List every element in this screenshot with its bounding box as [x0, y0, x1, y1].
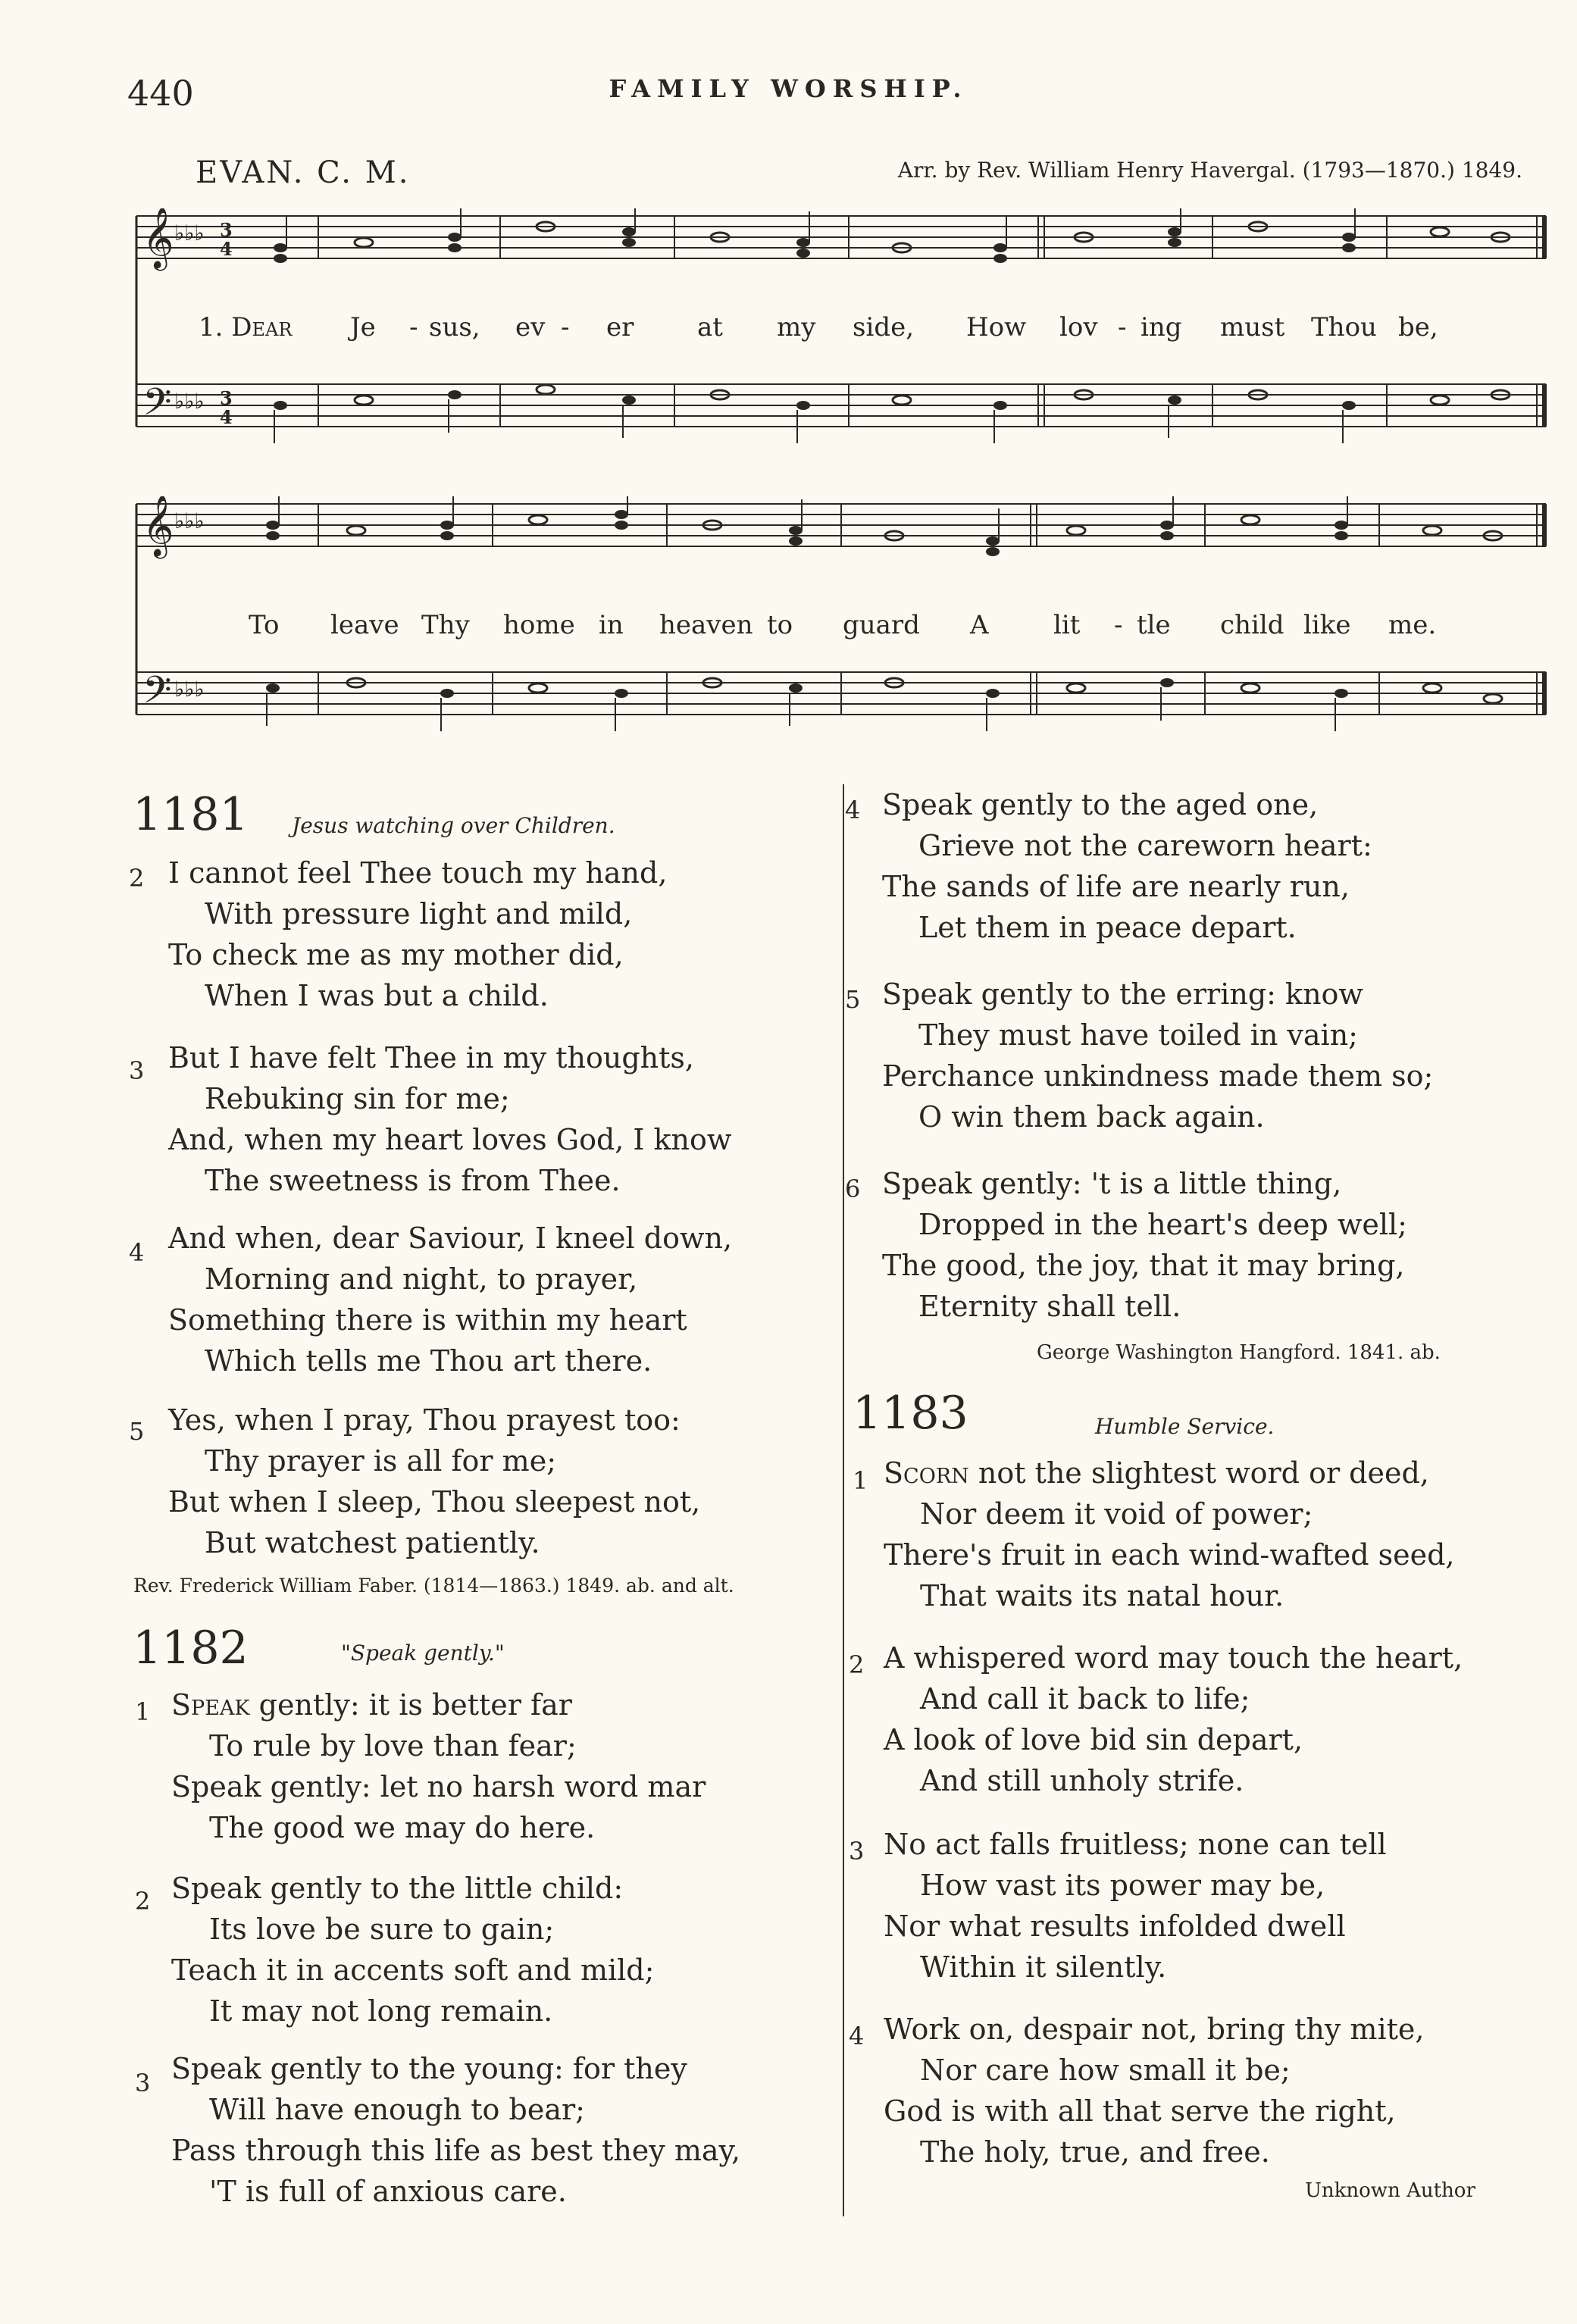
- verse-line: There's fruit in each wind-wafted seed,: [884, 1538, 1455, 1572]
- verse-line: The holy, true, and free.: [920, 2135, 1270, 2169]
- lyric-syllable: Je: [350, 312, 376, 343]
- verse-line: To check me as my mother did,: [168, 938, 624, 971]
- lyric-syllable: must: [1220, 312, 1285, 343]
- verse-line: How vast its power may be,: [920, 1869, 1325, 1902]
- hymn-number-1183: 1183: [853, 1387, 968, 1440]
- lyric-syllable: heaven: [659, 610, 753, 640]
- verse-first-word: Scorn: [884, 1456, 969, 1490]
- verse-line: Morning and night, to prayer,: [205, 1262, 638, 1296]
- verse-line-rest: not the slightest word or deed,: [968, 1456, 1429, 1490]
- verse-line: Will have enough to bear;: [209, 2093, 585, 2126]
- verse-number: 4: [845, 796, 861, 824]
- verse-line: Speak gently to the little child:: [171, 1872, 624, 1905]
- verse-first-word: Speak: [171, 1688, 250, 1722]
- verse-line: Nor care how small it be;: [920, 2053, 1291, 2087]
- tune-credit: Arr. by Rev. William Henry Havergal. (1793—1870.) 1849.: [897, 158, 1522, 183]
- verse-line: [171, 1688, 572, 1722]
- verse-line: They must have toiled in vain;: [918, 1018, 1358, 1052]
- verse-number: 5: [845, 985, 861, 1014]
- lyric-syllable: like: [1303, 610, 1351, 640]
- verse-line: Speak gently: 't is a little thing,: [882, 1167, 1342, 1200]
- verse-number: 3: [129, 1056, 145, 1085]
- verse-number: 3: [135, 2069, 151, 2097]
- verse-line: But I have felt Thee in my thoughts,: [168, 1041, 694, 1074]
- verse-line: Dropped in the heart's deep well;: [918, 1208, 1407, 1241]
- verse-line: Speak gently to the aged one,: [882, 788, 1319, 821]
- verse-line: The good we may do here.: [209, 1811, 596, 1844]
- lyric-syllable: ing: [1141, 312, 1182, 343]
- verse-line: Nor what results infolded dwell: [884, 1910, 1346, 1943]
- lyric-syllable: to: [767, 610, 793, 640]
- lyric-syllable: sus,: [429, 312, 480, 343]
- verse-line: O win them back again.: [918, 1100, 1265, 1134]
- hymn-1183-attribution: Unknown Author: [1305, 2179, 1475, 2202]
- svg-text:♭♭♭: ♭♭♭: [174, 221, 205, 246]
- verse-line: God is with all that serve the right,: [884, 2094, 1396, 2128]
- verse-line: The good, the joy, that it may bring,: [882, 1249, 1405, 1282]
- verse-line: Eternity shall tell.: [918, 1290, 1181, 1323]
- verse-line: With pressure light and mild,: [205, 897, 633, 931]
- verse-line: And still unholy strife.: [920, 1764, 1244, 1797]
- verse-line: Yes, when I pray, Thou prayest too:: [168, 1403, 681, 1437]
- lyric-syllable: child: [1220, 610, 1284, 640]
- lyric-syllable: home: [503, 610, 575, 640]
- verse-number: 6: [845, 1175, 861, 1203]
- hymn-number-1182: 1182: [133, 1622, 249, 1675]
- verse-line: A whispered word may touch the heart,: [884, 1641, 1463, 1675]
- hymn-number-1181: 1181: [133, 788, 249, 841]
- lyric-syllable: me.: [1388, 610, 1437, 640]
- verse-line: But when I sleep, Thou sleepest not,: [168, 1485, 701, 1519]
- verse-line: To rule by love than fear;: [209, 1729, 577, 1763]
- verse-line: [884, 1456, 1429, 1490]
- hymn-subtitle-1181: Jesus watching over Children.: [292, 813, 615, 838]
- verse-line: When I was but a child.: [205, 979, 549, 1012]
- lyric-syllable: To: [249, 610, 280, 640]
- svg-text:♭♭♭: ♭♭♭: [174, 677, 205, 702]
- verse-line: Grieve not the careworn heart:: [918, 829, 1372, 862]
- lyric-syllable: at: [697, 312, 723, 343]
- verse-number: 3: [849, 1837, 865, 1866]
- lyric-syllable: er: [606, 312, 634, 343]
- hymn-1181-attribution: Rev. Frederick William Faber. (1814—1863.) 1849. ab. and alt.: [133, 1575, 734, 1597]
- verse-line: No act falls fruitless; none can tell: [884, 1828, 1387, 1861]
- verse-number: 2: [849, 1650, 865, 1679]
- verse-line: The sweetness is from Thee.: [205, 1164, 621, 1197]
- lyric-syllable: lov: [1059, 312, 1098, 343]
- verse-number: 5: [129, 1417, 145, 1446]
- verse-line: Speak gently to the erring: know: [882, 977, 1363, 1011]
- hymn-subtitle-1183: Humble Service.: [1095, 1414, 1275, 1439]
- lyric-syllable: Thy: [421, 610, 470, 640]
- lyric-syllable: leave: [330, 610, 399, 640]
- lyric-syllable: How: [966, 312, 1027, 343]
- svg-text:♭♭♭: ♭♭♭: [174, 508, 205, 533]
- lyric-syllable: guard: [843, 610, 920, 640]
- verse-line: Let them in peace depart.: [918, 911, 1297, 944]
- lyric-syllable: lit: [1053, 610, 1081, 640]
- svg-text:3: 3: [220, 387, 233, 409]
- svg-text:𝄢: 𝄢: [142, 380, 172, 433]
- lyric-syllable: -: [561, 312, 570, 343]
- lyric-syllable: -: [1118, 312, 1127, 343]
- lyric-syllable: ev: [515, 312, 546, 343]
- verse-line: Rebuking sin for me;: [205, 1082, 510, 1115]
- verse-number: 1: [853, 1466, 868, 1495]
- verse-line: Work on, despair not, bring thy mite,: [884, 2013, 1425, 2046]
- lyric-syllable: be,: [1398, 312, 1438, 343]
- verse-line: Teach it in accents soft and mild;: [171, 1953, 655, 1987]
- verse-line: 'T is full of anxious care.: [209, 2175, 567, 2208]
- verse-line: Thy prayer is all for me;: [205, 1444, 556, 1478]
- verse-line: And when, dear Saviour, I kneel down,: [168, 1221, 733, 1255]
- verse-line: Speak gently: let no harsh word mar: [171, 1770, 706, 1803]
- verse-number: 1: [135, 1697, 151, 1726]
- lyrics-line-2: [0, 610, 1577, 648]
- lyric-syllable: my: [777, 312, 816, 343]
- svg-text:4: 4: [220, 406, 233, 428]
- verse-line: And, when my heart loves God, I know: [168, 1123, 732, 1156]
- verse-line: It may not long remain.: [209, 1994, 553, 2028]
- svg-text:𝄞: 𝄞: [142, 208, 174, 268]
- lyric-syllable: A: [970, 610, 989, 640]
- running-head: FAMILY WORSHIP.: [609, 74, 968, 103]
- verse-line: The sands of life are nearly run,: [882, 870, 1350, 903]
- lyric-syllable: -: [409, 312, 418, 343]
- verse-line-rest: gently: it is better far: [249, 1688, 572, 1722]
- verse-line: I cannot feel Thee touch my hand,: [168, 856, 668, 890]
- page-number: 440: [127, 73, 194, 114]
- svg-text:♭♭♭: ♭♭♭: [174, 389, 205, 414]
- column-divider: [843, 784, 844, 2216]
- verse-line: A look of love bid sin depart,: [884, 1723, 1303, 1756]
- verse-number: 2: [129, 864, 145, 893]
- lyric-syllable: -: [1114, 610, 1123, 640]
- verse-line: Nor deem it void of power;: [920, 1497, 1313, 1531]
- verse-line: Its love be sure to gain;: [209, 1913, 555, 1946]
- svg-text:𝄢: 𝄢: [142, 668, 172, 721]
- verse-line: Perchance unkindness made them so;: [882, 1059, 1434, 1093]
- hymn-1182-attribution: George Washington Hangford. 1841. ab.: [1037, 1341, 1441, 1364]
- lyric-syllable: side,: [853, 312, 915, 343]
- verse-line: Something there is within my heart: [168, 1303, 687, 1337]
- lyric-syllable: Thou: [1311, 312, 1377, 343]
- lyric-syllable: in: [599, 610, 624, 640]
- verse-line: Which tells me Thou art there.: [205, 1344, 652, 1378]
- verse-number: 4: [849, 2022, 865, 2050]
- svg-text:𝄞: 𝄞: [142, 496, 174, 556]
- svg-text:4: 4: [220, 238, 233, 260]
- tune-name: EVAN. C. M.: [196, 155, 411, 190]
- svg-text:3: 3: [220, 219, 233, 241]
- verse-number: 2: [135, 1887, 151, 1916]
- verse-number: 4: [129, 1238, 145, 1267]
- verse-line: But watchest patiently.: [205, 1526, 540, 1559]
- verse-line: Pass through this life as best they may,: [171, 2134, 741, 2167]
- lyrics-line-1: [0, 312, 1577, 350]
- verse-line: And call it back to life;: [920, 1682, 1250, 1716]
- lyric-syllable: 1. Dear: [199, 312, 293, 343]
- lyric-syllable: tle: [1137, 610, 1171, 640]
- verse-line: Within it silently.: [920, 1950, 1167, 1984]
- hymn-subtitle-1182: "Speak gently.": [341, 1641, 505, 1666]
- verse-line: That waits its natal hour.: [920, 1579, 1284, 1612]
- verse-line: Speak gently to the young: for they: [171, 2052, 687, 2085]
